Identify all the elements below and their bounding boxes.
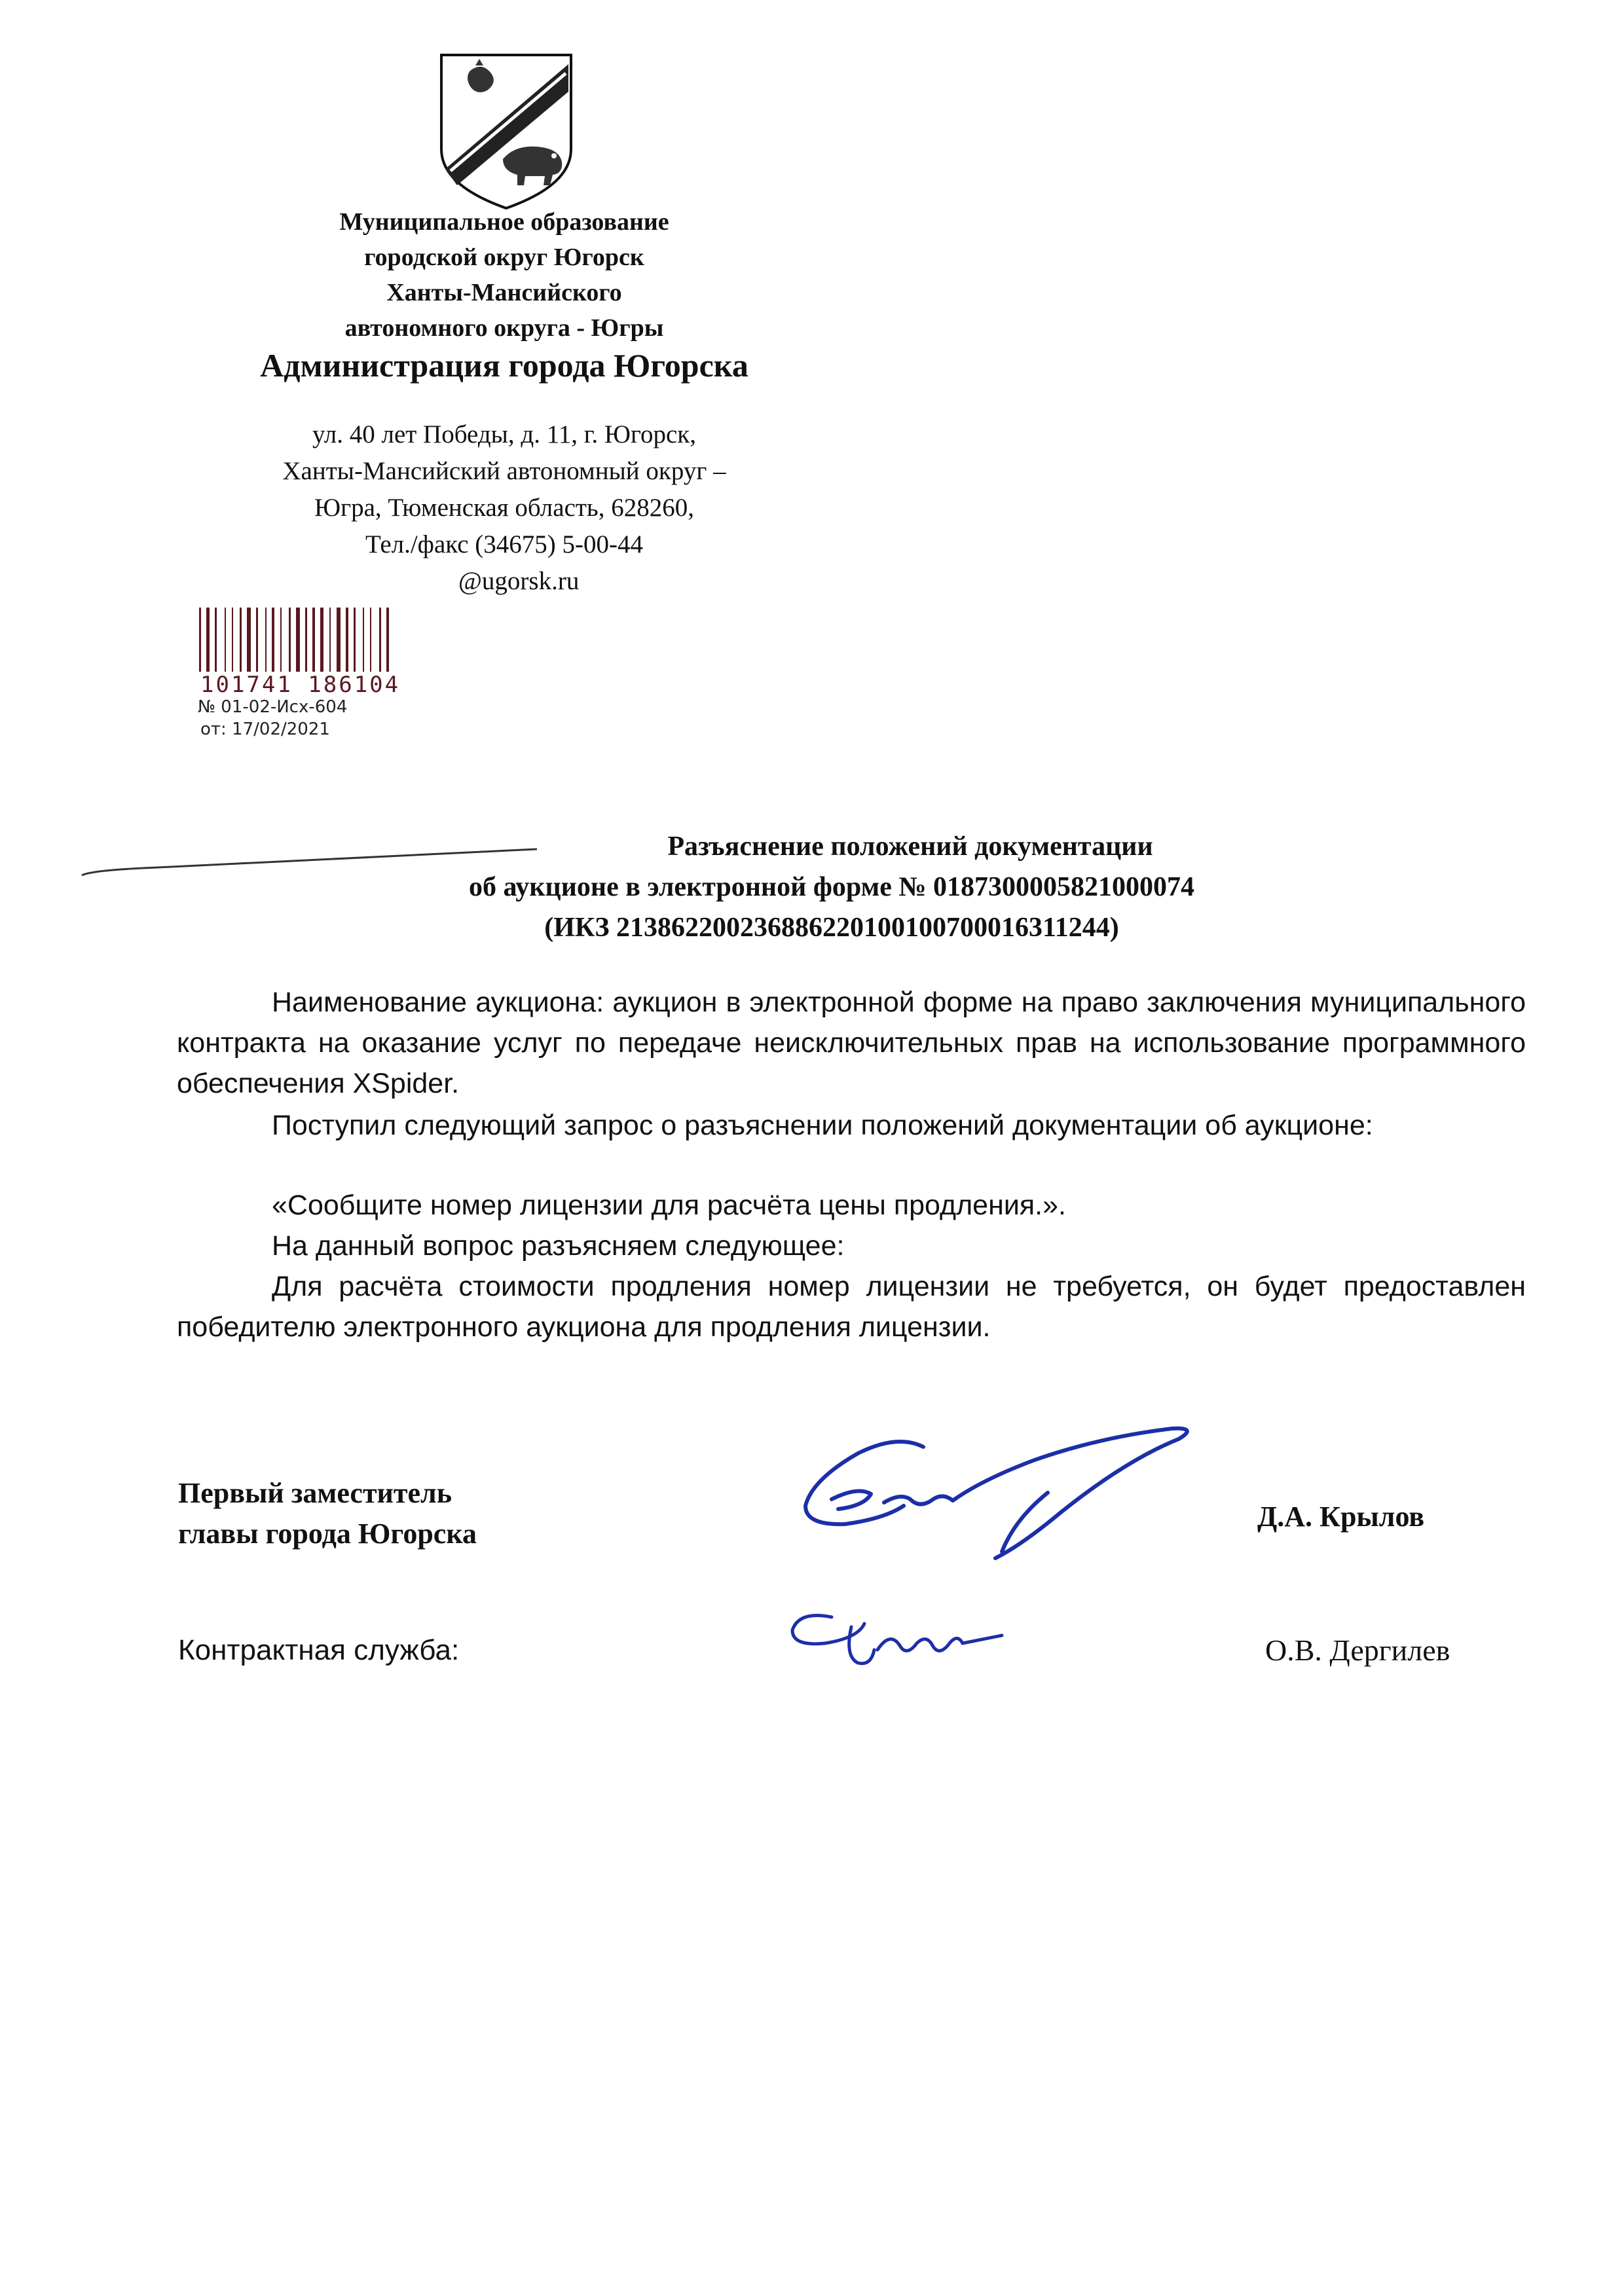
coat-of-arms-emblem [437, 51, 575, 211]
address-line-1: ул. 40 лет Победы, д. 11, г. Югорск, [312, 420, 696, 448]
barcode-bar [272, 608, 274, 672]
barcode-bar [215, 608, 217, 672]
barcode-bar [240, 608, 242, 672]
subject-line-1: Разъяснение положений документации [667, 831, 1153, 862]
address-line-2: Ханты-Мансийский автономный округ – [282, 457, 726, 485]
barcode-bar [370, 608, 371, 672]
barcode-bar [312, 608, 315, 672]
contract-service-label: Контрактная служба: [178, 1634, 460, 1666]
org-line-1: Муниципальное образование [339, 208, 669, 236]
barcode-bar [256, 608, 258, 672]
address-line-3: Югра, Тюменская область, 628260, [314, 494, 694, 522]
barcode-bar [225, 608, 226, 672]
signer-position-line-2: главы города Югорска [178, 1518, 477, 1550]
signer-position-line-1: Первый заместитель [178, 1477, 452, 1509]
request-quote: «Сообщите номер лицензии для расчёта цены продления.». [272, 1190, 1066, 1221]
barcode-bar [354, 608, 356, 672]
org-line-4: автономного округа - Югры [344, 314, 664, 342]
barcode-bar [386, 608, 389, 672]
barcode-bar [199, 608, 201, 672]
barcode-bar [289, 608, 291, 672]
phone-fax-line: Тел./факс (34675) 5-00-44 [365, 530, 643, 558]
signature-krylov [786, 1421, 1205, 1571]
barcode-bar [320, 608, 323, 672]
subject-line-2: об аукционе в электронной форме № 0187300005821000074 [468, 872, 1195, 902]
signer-name-krylov: Д.А. Крылов [1257, 1501, 1425, 1533]
barcode-bar [337, 608, 341, 672]
barcode-bar [296, 608, 300, 672]
answer-paragraph: Для расчёта стоимости продления номер лицензии не требуется, он будет предоставлен победителю электронного аукциона для продления лицензии. [177, 1271, 1526, 1343]
registration-date: от: 17/02/2021 [200, 720, 330, 739]
barcode-bar [265, 608, 267, 672]
org-line-2: городской округ Югорск [364, 244, 644, 271]
request-paragraph: Поступил следующий запрос о разъяснении положений документации об аукционе: [272, 1110, 1373, 1141]
signer-name-dergilev: О.В. Дергилев [1265, 1633, 1450, 1667]
barcode-bar [206, 608, 210, 672]
barcode-bar [280, 608, 282, 672]
barcode-bar [329, 608, 331, 672]
barcode-bar [379, 608, 381, 672]
subject-line-3: (ИКЗ 213862200236886220100100700016311244) [544, 913, 1119, 943]
barcode-bar [305, 608, 307, 672]
barcode-image [196, 608, 413, 674]
organization-title: Администрация города Югорска [260, 347, 748, 384]
barcode-bar [346, 608, 348, 672]
signature-dergilev [786, 1597, 1008, 1683]
barcode-bar [232, 608, 233, 672]
barcode-bar [247, 608, 251, 672]
registration-number: № 01-02-Исх-604 [198, 697, 348, 717]
auction-name-paragraph: Наименование аукциона: аукцион в электронной форме на право заключения муниципального контракта на оказание услуг по передаче неисключительных прав на использование программного обеспечения XSpider. [177, 987, 1526, 1099]
email-line: @ugorsk.ru [458, 567, 580, 595]
barcode-bar [363, 608, 364, 672]
answer-intro: На данный вопрос разъясняем следующее: [272, 1230, 845, 1262]
barcode-number: 101741 186104 [200, 672, 401, 698]
org-line-3: Ханты-Мансийского [386, 279, 622, 306]
